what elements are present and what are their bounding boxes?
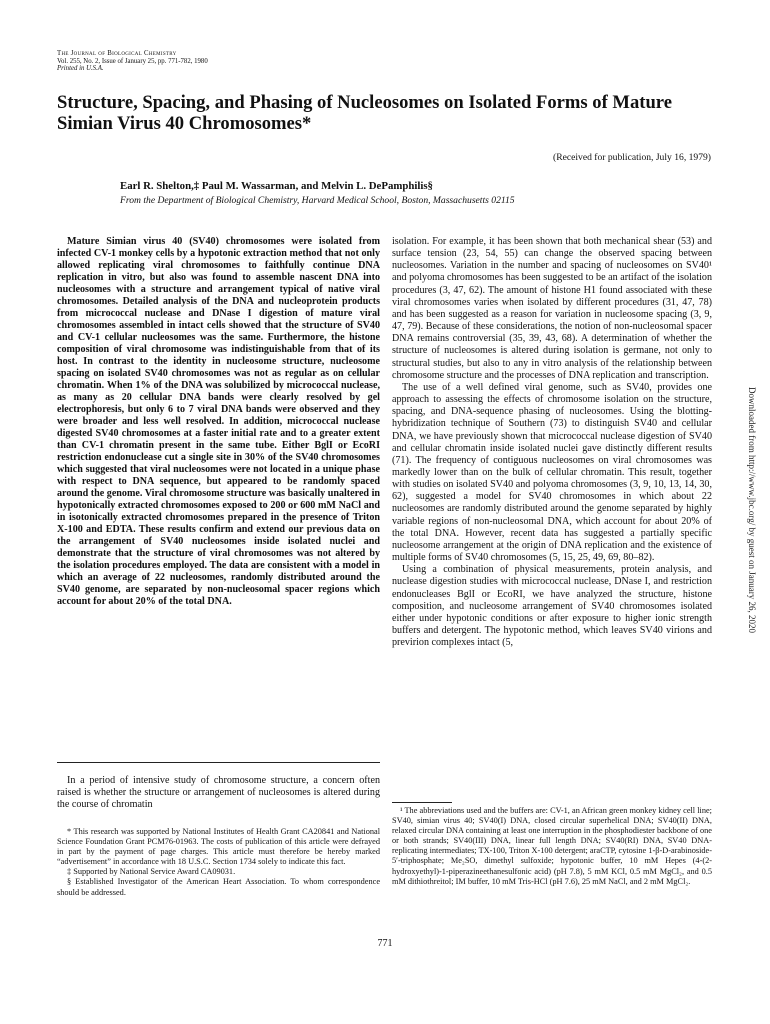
journal-volume: Vol. 255, No. 2, Issue of January 25, pp. 771-782, 1980 bbox=[57, 57, 208, 65]
authors: Earl R. Shelton,‡ Paul M. Wassarman, and Melvin L. DePamphilis§ bbox=[120, 180, 433, 192]
intro-paragraph: In a period of intensive study of chromosome structure, a concern often raised is whether the structure or arrangement of nucleosomes is altered during the course of chromatin bbox=[57, 775, 380, 811]
journal-printed: Printed in U.S.A. bbox=[57, 65, 104, 73]
footnote-funding: * This research was supported by National Institutes of Health Grant CA20841 and National Science Foundation Grant PCM76-01963. The costs of publication of this article were defrayed in part by the payment of page charges. This article must therefore be hereby marked “advertisement” in accordance with 18 U.S.C. Section 1734 solely to indicate this fact. bbox=[57, 827, 380, 867]
footnote-abbreviations: ¹ The abbreviations used and the buffers are: CV-1, an African green monkey kidney cell line; SV40, simian virus 40; SV40(I) DNA, closed circular superhelical DNA; SV40(II) DNA, relaxed circular DNA containing at least one interruption in the phosphodiester backbone of one or both strands; SV40(III) DNA, linear full length DNA; SV40(RI) DNA, SV40 DNA-replicating intermediates; TX-100, Triton X-100 detergent; araCTP, cytosine 1-β-D-arabinoside-5′-triphosphate; Me₂SO, dimethyl sulfoxide; hypotonic buffer, 10 mM Hepes (4-(2-hydroxyethyl)-1-piperazineethanesulfonic acid) (pH 7.8), 5 mM KCl, 0.5 mM MgCl₂, and 0.5 mM dithiothreitol; IM buffer, 10 mM Tris-HCl (pH 7.6), 25 mM NaCl, and 2 mM MgCl₂. bbox=[392, 806, 712, 886]
footnote-correspondence: § Established Investigator of the American Heart Association. To whom correspondence should be addressed. bbox=[57, 877, 380, 897]
affiliation: From the Department of Biological Chemistry, Harvard Medical School, Boston, Massachusetts 02115 bbox=[120, 195, 515, 206]
footnote-divider bbox=[392, 802, 452, 803]
footnotes-left bbox=[57, 827, 380, 898]
right-column bbox=[392, 236, 712, 649]
abstract-divider bbox=[57, 762, 380, 763]
left-column bbox=[57, 236, 380, 608]
download-notice[interactable]: Downloaded from http://www.jbc.org/ by guest on January 26, 2020 bbox=[747, 387, 757, 633]
body-paragraph: The use of a well defined viral genome, such as SV40, provides one approach to assessing the effects of chromosome isolation on the structure, spacing, and DNA-sequence phasing of nucleosomes. Using the blotting-hybridization technique of Southern (73) to distinguish SV40 and cellular DNA, we have previously shown that micrococcal nuclease digestion of SV40 and cellular chromatin inside isolated nuclei gave distinctly different results (71). The frequency of contiguous nucleosomes on viral chromosomes was markedly lower than on the bulk of cellular chromatin. This result, together with studies on isolated SV40 and polyoma chromosomes (3, 9, 10, 13, 14, 30, 62), suggested a model for SV40 chromosomes in which about 22 nucleosomes are randomly distributed around the genome separated by highly variable regions of non-nucleosomal DNA, which account for about 20% of the total DNA. However, recent data has suggested a partially specific nucleosome arrangement at the origin of DNA replication and the existence of multiple forms of SV40 chromosomes (5, 15, 25, 49, 69, 80–82). bbox=[392, 381, 712, 564]
received-date: (Received for publication, July 16, 1979) bbox=[553, 152, 711, 163]
abstract: Mature Simian virus 40 (SV40) chromosomes were isolated from infected CV-1 monkey cells by a hypotonic extraction method that not only allowed replicating viral chromosomes to faithfully continue DNA replication in vitro, but also was found to assemble nascent DNA into nucleosomes with a structure and arrangement typical of native viral chromosomes. Detailed analysis of the DNA and nucleoprotein products from micrococcal nuclease and DNase I digestion of mature viral chromosomes assembled in intact cells showed that the structure of SV40 and CV-1 cellular nucleosomes was the same. Furthermore, the histone composition of viral chromosome was indistinguishable from that of its host. In contrast to the identity in nucleosome structure, nucleosome spacing on isolated SV40 chromosomes was not as regular as on cellular chromatin. When 1% of the DNA was solubilized by micrococcal nuclease, as many as 20 cellular DNA bands were clearly resolved by gel electrophoresis, but only 6 to 7 viral DNA bands were observed and they were broader and less well resolved. In addition, micrococcal nuclease digested SV40 chromosomes at a faster initial rate and to a greater extent than CV-1 chromatin present in the same tube. Either BglI or EcoRI restriction endonuclease cut a single site in 30% of the SV40 chromosomes which suggested that viral nucleosomes were not located in a unique phase with respect to DNA sequence, but appeared to be randomly spaced around the genome. Viral chromosome structure was basically unaltered in hypotonically extracted chromosomes exposed to 200 or 600 mM NaCl and in isotonically extracted chromosomes prepared in the presence of Triton X-100 and EDTA. These results confirm and extend our previous data on the arrangement of SV40 nucleosomes inside isolated nuclei and demonstrate that the structure of viral chromosomes was not altered by the isolation procedures employed. The data are consistent with a model in which an average of 22 nucleosomes, randomly distributed around the SV40 genome, are separated by non-nucleosomal spacer regions which account for about 20% of the total DNA. bbox=[57, 236, 380, 607]
journal-header bbox=[57, 50, 208, 73]
body-paragraph: isolation. For example, it has been shown that both mechanical shear (53) and surface tension (23, 54, 55) can change the observed spacing between nucleosomes. Variation in the number and spacing of nucleosomes on SV40¹ and polyoma chromosomes has been suggested to be an artifact of the isolation procedures (3, 47, 62). The amount of histone H1 found associated with these viral chromosomes varies when isolated by different procedures (31, 47, 78) and has been suggested as a reason for variation in nucleosome spacing (3, 9, 47, 79). Because of these considerations, the notion of non-nucleosomal spacer DNA remains controversial (35, 39, 43, 68). A determination of whether the structure of nucleosomes is altered during isolation is germane, not only to structural studies, but also to any in vitro analysis of the relationship between chromosome structure and the processes of DNA replication and transcription. bbox=[392, 236, 712, 381]
footnote-award: ‡ Supported by National Service Award CA09031. bbox=[67, 867, 236, 877]
body-paragraph: Using a combination of physical measurements, protein analysis, and nuclease digestion studies with micrococcal nuclease, DNase I, and restriction endonucleases BglI or EcoRI, we have analyzed the structure, histone composition, and nucleosome arrangement of SV40 chromosomes isolated either under hypotonic conditions or after exposure to higher ionic strength buffers and detergent. The hypotonic method, which leaves SV40 virions and previrion complexes intact (5, bbox=[392, 564, 712, 649]
article-title: Structure, Spacing, and Phasing of Nucleosomes on Isolated Forms of Mature Simian Virus 40 Chromosomes* bbox=[57, 92, 672, 134]
journal-name: The Journal of Biological Chemistry bbox=[57, 50, 177, 57]
page-number: 771 bbox=[377, 938, 393, 949]
